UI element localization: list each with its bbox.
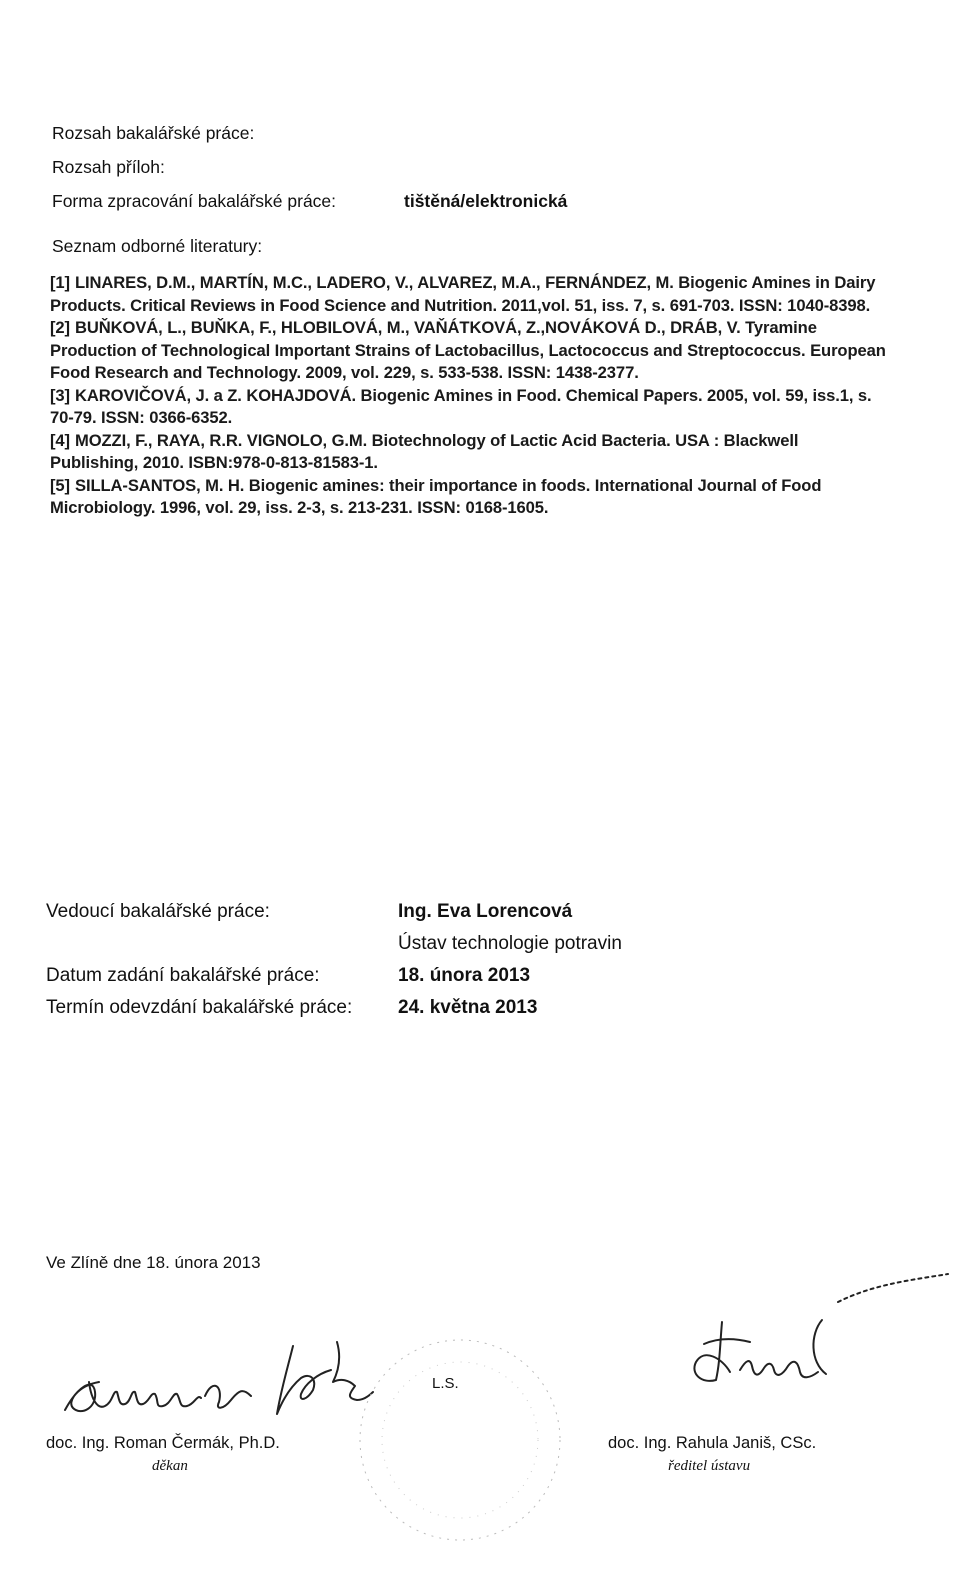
form-value: tištěná/elektronická: [404, 191, 568, 211]
deadline-row: [46, 992, 622, 1024]
left-signatory-role: děkan: [152, 1458, 188, 1474]
supervisor-row: [46, 896, 622, 928]
deadline-label: Termín odevzdání bakalářské práce:: [46, 997, 353, 1018]
supervisor-institute: Ústav technologie potravin: [398, 933, 622, 954]
reference-number: [4]: [50, 430, 70, 450]
reference-item: [50, 430, 890, 475]
scope-label: Rozsah bakalářské práce:: [52, 123, 255, 143]
place-and-date: Ve Zlíně dne 18. února 2013: [46, 1253, 261, 1272]
meta-appendix-row: [52, 150, 567, 184]
assigned-row: [46, 960, 622, 992]
deadline-date: 24. května 2013: [398, 997, 538, 1018]
reference-number: [5]: [50, 475, 70, 495]
reference-item: [50, 272, 890, 317]
literature-heading: Seznam odborné literatury:: [52, 236, 263, 256]
reference-text: LINARES, D.M., MARTÍN, M.C., LADERO, V., ALVAREZ, M.A., FERNÁNDEZ, M. Biogenic Amines in Dairy Products. Critical Reviews in Food Science and Nutrition. 2011,vol. 51, iss. 7, s. 691-703. ISSN: 1040-8398.: [50, 273, 876, 315]
reference-item: [50, 385, 890, 430]
reference-number: [2]: [50, 318, 70, 337]
institute-row: [46, 928, 622, 960]
meta-form-row: [52, 184, 567, 218]
official-stamp: [350, 1330, 570, 1550]
appendix-label: Rozsah příloh:: [52, 157, 165, 177]
stamp-label: L.S.: [432, 1375, 459, 1392]
supervisor-name: Ing. Eva Lorencová: [398, 901, 573, 922]
form-label: Forma zpracování bakalářské práce:: [52, 191, 337, 211]
assigned-label: Datum zadání bakalářské práce:: [46, 965, 320, 986]
thesis-meta: [52, 116, 567, 218]
reference-number: [3]: [50, 385, 70, 405]
assigned-date: 18. února 2013: [398, 965, 531, 986]
reference-item: [50, 317, 890, 385]
reference-text: KAROVIČOVÁ, J. a Z. KOHAJDOVÁ. Biogenic Amines in Food. Chemical Papers. 2005, vol. 59, iss.1, s. 70-79. ISSN: 0366-6352.: [50, 385, 872, 427]
reference-number: [1]: [50, 273, 70, 292]
left-signature-image: [55, 1318, 375, 1438]
reference-list: [50, 272, 890, 520]
right-signatory-role: ředitel ústavu: [668, 1458, 751, 1474]
right-signature-image: [660, 1262, 955, 1412]
left-signatory-name: doc. Ing. Roman Čermák, Ph.D.: [46, 1434, 280, 1452]
reference-text: SILLA-SANTOS, M. H. Biogenic amines: their importance in foods. International Journal of Food Microbiology. 1996, vol. 29, iss. 2-3, s. 213-231. ISSN: 0168-1605.: [50, 475, 822, 517]
reference-text: BUŇKOVÁ, L., BUŇKA, F., HLOBILOVÁ, M., VAŇÁTKOVÁ, Z.,NOVÁKOVÁ D., DRÁB, V. Tyramine Production of Technological Important Strains of Lactobacillus, Lactococcus and Streptococcus. European Food Research and Technology. 2009, vol. 229, s. 533-538. ISSN: 1438-2377.: [50, 318, 886, 382]
right-signatory-name: doc. Ing. Rahula Janiš, CSc.: [608, 1434, 817, 1452]
supervisor-label: Vedoucí bakalářské práce:: [46, 901, 270, 922]
reference-text: MOZZI, F., RAYA, R.R. VIGNOLO, G.M. Biotechnology of Lactic Acid Bacteria. USA : Blackwell Publishing, 2010. ISBN:978-0-813-81583-1.: [50, 430, 799, 472]
supervisor-block: [46, 896, 622, 1024]
meta-scope-row: [52, 116, 567, 150]
reference-item: [50, 475, 890, 520]
